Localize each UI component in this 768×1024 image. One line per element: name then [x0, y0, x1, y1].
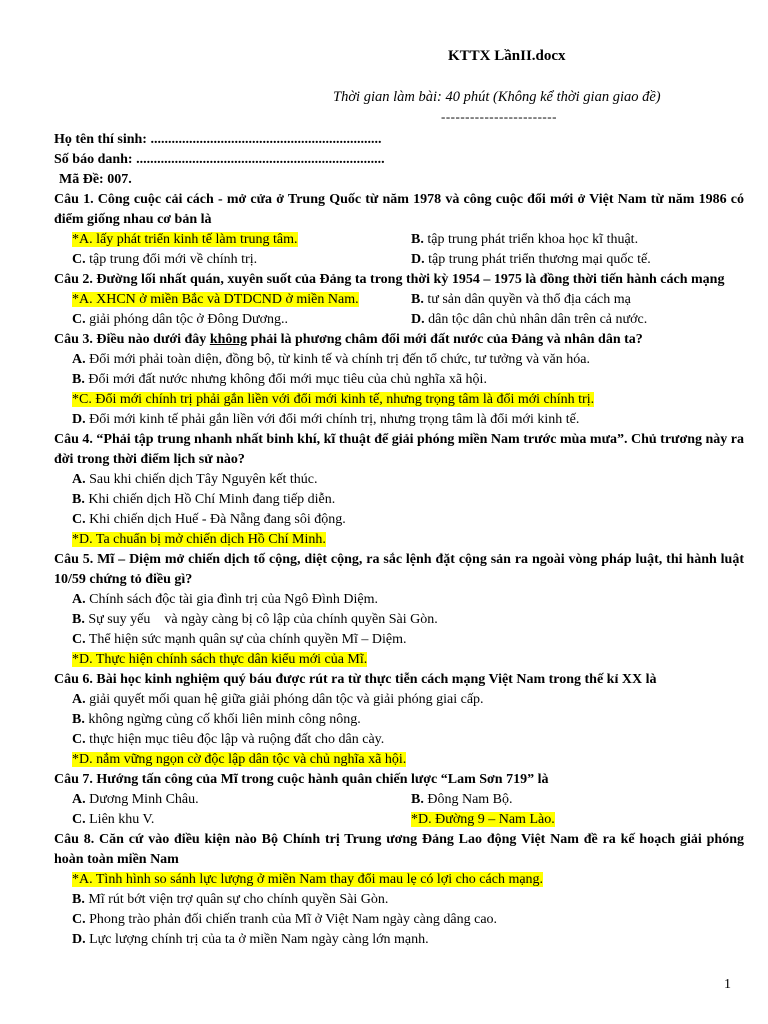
option-4c: C. Khi chiến dịch Huế - Đà Nẵng đang sôi động.	[72, 512, 346, 527]
question-2-options	[54, 290, 744, 330]
option-3c: *C. Đổi mới chính trị phải gắn liền với đổi mới kinh tế, nhưng trọng tâm là đổi mới chính trị.	[72, 392, 595, 407]
option-1b: B. tập trung phát triển khoa học kĩ thuật.	[411, 232, 639, 247]
exam-content	[54, 130, 744, 950]
question-3: Câu 3. Điều nào dưới đây không phải là phương châm đổi mới đất nước của Đảng và nhân dân ta?	[54, 332, 643, 347]
option-7c: C. Liên khu V.	[72, 812, 155, 827]
question-3-options	[54, 350, 744, 430]
question-5: Câu 5. Mĩ – Diệm mở chiến dịch tố cộng, diệt cộng, ra sắc lệnh đặt cộng sản ra ngoài vòng pháp luật, thi hành luật 10/59 chứng tỏ điều gì?	[54, 552, 744, 587]
option-6c: C. thực hiện mục tiêu độc lập và ruộng đất cho dân cày.	[72, 732, 385, 747]
question-6: Câu 6. Bài học kinh nghiệm quý báu được rút ra từ thực tiễn cách mạng Việt Nam trong thế kỉ XX là	[54, 672, 657, 687]
option-3b: B. Đổi mới đất nước nhưng không đổi mới mục tiêu của chủ nghĩa xã hội.	[72, 372, 487, 387]
option-1d: D. tập trung phát triển thương mại quốc tế.	[411, 252, 651, 267]
question-8-options	[54, 870, 744, 950]
option-8d: D. Lực lượng chính trị của ta ở miền Nam ngày càng lớn mạnh.	[72, 932, 429, 947]
option-8b: B. Mĩ rút bớt viện trợ quân sự cho chính quyền Sài Gòn.	[72, 892, 389, 907]
option-3d: D. Đổi mới kinh tế phải gắn liền với đổi mới chính trị, nhưng trọng tâm là đổi mới kinh tế.	[72, 412, 580, 427]
option-5d: *D. Thực hiện chính sách thực dân kiểu mới của Mĩ.	[72, 652, 368, 667]
option-8a: *A. Tình hình so sánh lực lượng ở miền Nam thay đổi mau lẹ có lợi cho cách mạng.	[72, 872, 544, 887]
question-1-options	[54, 230, 744, 270]
question-4-options	[54, 470, 744, 550]
option-7d: *D. Đường 9 – Nam Lào.	[411, 812, 555, 827]
question-1: Câu 1. Công cuộc cải cách - mở cửa ở Trung Quốc từ năm 1978 và công cuộc đổi mới ở Việt Nam từ năm 1986 có điểm giống nhau cơ bản là	[54, 192, 744, 227]
option-5c: C. Thể hiện sức mạnh quân sự của chính quyền Mĩ – Diệm.	[72, 632, 407, 647]
question-2: Câu 2. Đường lối nhất quán, xuyên suốt của Đảng ta trong thời kỳ 1954 – 1975 là đồng thời tiến hành cách mạng	[54, 272, 725, 287]
option-6d: *D. nắm vững ngọn cờ độc lập dân tộc và chủ nghĩa xã hội.	[72, 752, 407, 767]
question-7: Câu 7. Hướng tấn công của Mĩ trong cuộc hành quân chiến lược “Lam Sơn 719” là	[54, 772, 549, 787]
option-4b: B. Khi chiến dịch Hồ Chí Minh đang tiếp diễn.	[72, 492, 336, 507]
exam-code: Mã Đề: 007.	[59, 172, 132, 187]
document-title: KTTX LầnII.docx	[448, 48, 566, 64]
option-2c: C. giải phóng dân tộc ở Đông Dương..	[72, 312, 289, 327]
option-6b: B. không ngừng củng cố khối liên minh công nông.	[72, 712, 361, 727]
option-3a: A. Đổi mới phải toàn diện, đồng bộ, từ kinh tế và chính trị đến tổ chức, tư tưởng và văn hóa.	[72, 352, 590, 367]
option-2d: D. dân tộc dân chủ nhân dân trên cả nước.	[411, 312, 648, 327]
option-5b: B. Sự suy yếu và ngày càng bị cô lập của chính quyền Sài Gòn.	[72, 612, 438, 627]
student-name-line: Họ tên thí sinh: ..................................................................	[54, 132, 382, 147]
student-id-line: Số báo danh: .......................................................................	[54, 152, 385, 167]
option-2a: *A. XHCN ở miền Bắc và DTDCND ở miền Nam.	[72, 292, 359, 307]
question-6-options	[54, 690, 744, 770]
question-7-options	[54, 790, 744, 830]
option-4d: *D. Ta chuẩn bị mở chiến dịch Hồ Chí Minh.	[72, 532, 326, 547]
header-divider: ------------------------	[441, 109, 557, 124]
option-1a: *A. lấy phát triển kinh tế làm trung tâm.	[72, 232, 298, 247]
exam-time-note: Thời gian làm bài: 40 phút (Không kể thời gian giao đề)	[333, 89, 661, 105]
option-4a: A. Sau khi chiến dịch Tây Nguyên kết thúc.	[72, 472, 318, 487]
question-8: Câu 8. Căn cứ vào điều kiện nào Bộ Chính trị Trung ương Đảng Lao động Việt Nam đề ra kế hoạch giải phóng hoàn toàn miền Nam	[54, 832, 744, 867]
option-6a: A. giải quyết mối quan hệ giữa giải phóng dân tộc và giải phóng giai cấp.	[72, 692, 484, 707]
option-8c: C. Phong trào phản đối chiến tranh của Mĩ ở Việt Nam ngày càng dâng cao.	[72, 912, 498, 927]
option-1c: C. tập trung đổi mới về chính trị.	[72, 252, 258, 267]
option-7b: B. Đông Nam Bộ.	[411, 792, 513, 807]
option-7a: A. Dương Minh Châu.	[72, 792, 199, 807]
option-5a: A. Chính sách độc tài gia đình trị của Ngô Đình Diệm.	[72, 592, 379, 607]
option-2b: B. tư sản dân quyền và thổ địa cách mạ	[411, 292, 631, 307]
question-4: Câu 4. “Phải tập trung nhanh nhất binh khí, kĩ thuật để giải phóng miền Nam trước mùa mưa”. Chủ trương này ra đời trong thời điểm lịch sử nào?	[54, 432, 744, 467]
question-5-options	[54, 590, 744, 670]
page-number: 1	[724, 977, 731, 992]
